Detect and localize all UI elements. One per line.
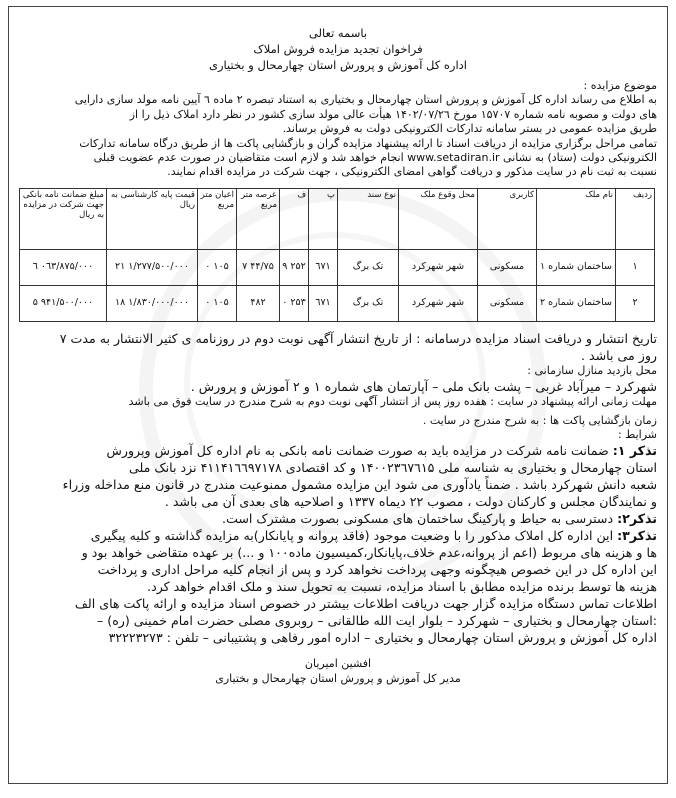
table-header: نام ملک	[537, 188, 616, 249]
table-row	[20, 285, 655, 321]
table-cell: ۱۰۵ ۰	[198, 249, 237, 285]
table-cell: ۱/۲۷۷/۵۰۰/۰۰۰ ۲۱	[107, 249, 198, 285]
note-1-line-2: استان چهارمحال و بختیاری به شناسه ملی ۱۴۰۰۲۳٦٧٦۱۵ و کد اقتصادی ۴۱۱۴۱٦٦۹٧١٧٨ نزد بانک ملی	[128, 460, 657, 476]
signature-name: افشین امیریان	[304, 657, 372, 671]
table-cell: ۱۰۵ ۰	[198, 285, 237, 321]
conditions-label: شرایط :	[617, 428, 657, 442]
table-header: مبلغ ضمانت نامه بانکی جهت شرکت در مزایده به ریال	[20, 188, 107, 249]
table-cell: ۴۴/۷۵ ۷	[237, 249, 280, 285]
intro-p2-line1: تمامی مراحل برگزاری مزایده از دریافت اسناد تا ارائه پیشنهاد مزایده گران و بازگشایی پاکت ها از طریق درگاه سامانه تدارکات	[79, 136, 657, 150]
table-cell: ۲۵۳ ۰	[280, 285, 309, 321]
note-1-line-4: و نمایندگان مجلس و کارکنان دولت ، مصوب ۲۲ دیماه ۱۳۳۷ و اصلاحیه های بعدی آن می باشد .	[164, 494, 657, 510]
table-cell: مسکونی	[478, 285, 537, 321]
note-3-text: این اداره کل املاک مذکور را با وضعیت موجود (فاقد پروانه و پایانکار)به مزایده گذاشته و کلیه پیگیری	[90, 528, 614, 544]
table-cell: ساختمان شماره ۲	[537, 285, 616, 321]
table-cell: تک برگ	[338, 249, 399, 285]
header	[9, 25, 667, 73]
table-cell: تک برگ	[338, 285, 399, 321]
intro-p2-line2: الکترونیکی دولت (ستاد) به نشانی www.setadiran.ir انجام خواهد شد و لازم است متقاضیان در صورت عدم عضویت قبلی	[93, 151, 657, 165]
table-cell: ۱/۸۳۰/۰۰۰/۰۰۰ ۱۸	[107, 285, 198, 321]
table-header: اعیان متر مربع	[198, 188, 237, 249]
signature-title: مدیر کل آموزش و پرورش استان چهارمحال و بختیاری	[215, 672, 461, 686]
table-header: نوع سند	[338, 188, 399, 249]
table-header: پ	[309, 188, 338, 249]
table-header: ردیف	[616, 188, 655, 249]
table-header: کاربری	[478, 188, 537, 249]
visit-value: شهرکرد – میرآباد غربی – پشت بانک ملی – آپارتمان های شماره ۱ و ۲ آموزش و پرورش .	[190, 379, 657, 395]
announcement-page	[8, 6, 668, 784]
table-header: عرصه متر مربع	[237, 188, 280, 249]
table-header-row	[20, 188, 655, 249]
table-header: ف	[280, 188, 309, 249]
table-cell: ۹۴۱/۵۰۰/۰۰۰ ۵	[20, 285, 107, 321]
note-3-label: تذکر۳:	[617, 528, 657, 544]
table-cell: ۰٦۳/۸۷۵/۰۰۰ ٦	[20, 249, 107, 285]
header-line-3: اداره کل آموزش و پرورش استان چهارمحال و بختیاری	[209, 58, 467, 72]
table-row	[20, 249, 655, 285]
signature	[9, 656, 667, 686]
contact-line-2: :استان چهارمحال و بختیاری – شهرکرد – بلوار ایت الله طالقانی – روبروی مصلی حضرت امام خمینی (ره) –	[97, 613, 657, 629]
table-cell: ۲۵۲ ۹	[280, 249, 309, 285]
table-cell: شهر شهرکرد	[399, 285, 478, 321]
header-line-2: فراخوان تجدید مزایده فروش املاک	[253, 42, 423, 56]
table-cell: ٦٧١	[309, 249, 338, 285]
note-3-line-3: این اداره کل در این خصوص هیچگونه وجهی پرداخت نخواهد کرد و پس از انجام کلیه مراحل اداری و پرداخت	[97, 562, 657, 578]
note-3-line-4: هزینه ها توسط برنده مزایده مطابق با اسناد مزایده، نسبت به تحویل سند و ملک اقدام خواهد کرد.	[147, 579, 657, 595]
table-cell: شهر شهرکرد	[399, 249, 478, 285]
intro-p2-line3: نسبت به ثبت نام در سایت مذکور و دریافت گواهی امضای الکترونیکی ، جهت شرکت در مزایده اقدام نمایند.	[167, 165, 657, 179]
table-cell: ٦٧١	[309, 285, 338, 321]
contact-line-3: اداره کل آموزش و پرورش استان چهارمحال و بختیاری – اداره امور رفاهی و پشتیبانی – تلفن : ۳۲۲۲۳۲٧۳	[108, 630, 657, 646]
table-cell: ۱	[616, 249, 655, 285]
properties-table	[19, 188, 655, 322]
visit-label: محل بازدید منازل سازمانی :	[527, 363, 657, 377]
intro-p1-line2: های دولت و مصوبه نامه شماره ۱۵۷۰۷ مورخ ۱۴۰۲/۰۷/۲٦ هیأت عالی مولد سازی کشور در نظر دارد املاک ذیل را از	[129, 107, 657, 121]
deadline: مهلت زمانی ارائه پیشنهاد در سایت : هفده روز پس از انتشار آگهی نوبت دوم به شرح مندرج در سایت فوق می باشد	[128, 395, 657, 409]
contact-line-1: اطلاعات تماس دستگاه مزایده گزار جهت دریافت اطلاعات بیشتر در خصوص اسناد مزایده و ارائه پاکت های الف	[74, 596, 657, 612]
table-cell: ۴۸۲	[237, 285, 280, 321]
header-line-1: باسمه تعالی	[308, 26, 368, 40]
subject-label: موضوع مزایده :	[583, 79, 657, 92]
table-header: قیمت پایه کارشناسی به ریال	[107, 188, 198, 249]
note-1-label: تذکر ۱:	[612, 443, 657, 459]
publish-line-1: تاریخ انتشار و دریافت اسناد مزایده درسامانه : از تاریخ انتشار آگهی نوبت دوم در روزنامه ی کثیر الانتشار به مدت ۷	[59, 330, 657, 346]
note-3-line-2: ها و هزینه های مربوط (اعم از پروانه،عدم خلاف،پایانکار،کمیسیون ماده۱۰۰ و ...) بر عهده متقاضی خواهد بود و	[81, 545, 657, 561]
intro	[9, 79, 667, 180]
note-1-line-3: شعبه دانش شهرکرد باشد . ضمناً یادآوری می شود این مزایده مشمول ممنوعیت مندرج در قانون منع مداخله وزراء	[62, 477, 657, 493]
table-cell: ۲	[616, 285, 655, 321]
table-cell: ساختمان شماره ۱	[537, 249, 616, 285]
table-cell: مسکونی	[478, 249, 537, 285]
note-2-text: دسترسی به حیاط و پارکینگ ساختمان های مسکونی بصورت مشترک است.	[221, 511, 614, 527]
table-header: محل وقوع ملک	[399, 188, 478, 249]
publish-line-2: روز می باشد .	[580, 347, 657, 363]
note-1-text: ضمانت نامه شرکت در مزایده باید به صورت ضمانت نامه بانکی به نام اداره کل آموزش وپرورش	[106, 443, 609, 459]
intro-p1-line3: طریق مزایده عمومی در بستر سامانه تدارکات الکترونیکی دولت به فروش برساند.	[282, 122, 657, 136]
note-2-label: تذکر۲:	[617, 511, 657, 527]
opening-time: زمان بازگشایی پاکت ها : به شرح مندرج در سایت .	[422, 413, 657, 427]
intro-p1-line1: به اطلاع می رساند اداره کل آموزش و پرورش استان چهارمحال و بختیاری به استناد تبصره ۲ ماده ٦ آیین نامه مولد سازی دارایی	[74, 93, 657, 107]
